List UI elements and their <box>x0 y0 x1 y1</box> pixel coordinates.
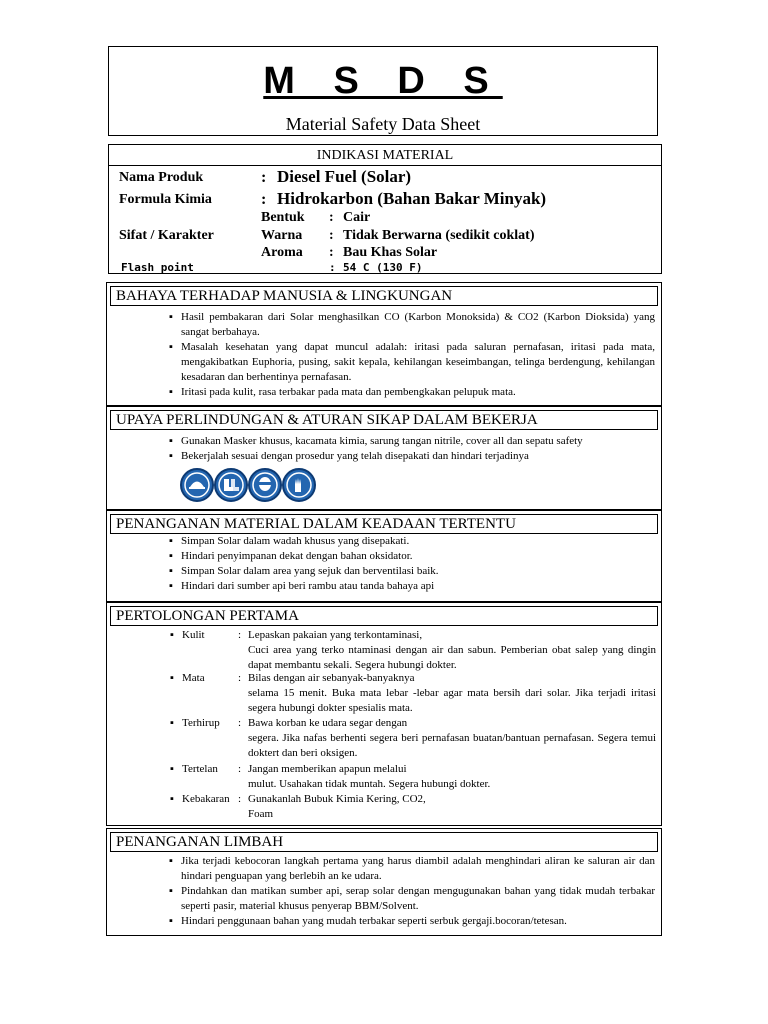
indikasi-material-section <box>108 144 662 274</box>
limbah-section <box>106 828 662 936</box>
first-aid-text <box>248 716 656 761</box>
nama-produk-colon: : <box>261 169 267 186</box>
nama-produk-value: Diesel Fuel (Solar) <box>277 167 412 186</box>
first-aid-key: ▪ Tertelan <box>170 762 218 777</box>
first-aid-text <box>248 762 656 792</box>
flash-point-colon: : <box>329 261 336 274</box>
first-aid-rest: Foam <box>248 808 274 820</box>
first-aid-first-line: Bawa korban ke udara segar dengan <box>248 717 408 729</box>
sifat-karakter-label: Sifat / Karakter <box>119 228 214 243</box>
upaya-list <box>169 434 655 464</box>
first-aid-row-terhirup <box>170 716 656 761</box>
first-aid-colon: : <box>238 793 242 805</box>
first-aid-first-line: Bilas dengan air sebanyak-banyaknya <box>248 672 415 684</box>
bahaya-list <box>169 310 655 400</box>
bahaya-section <box>106 282 662 406</box>
penanganan-heading: PENANGANAN MATERIAL DALAM KEADAAN TERTENTU <box>110 514 658 534</box>
first-aid-colon: : <box>238 763 242 775</box>
first-aid-rest: Cuci area yang terko ntaminasi dengan air dan sabun. Pemberian obat salep yang dingin dapat membantu sekali. Segera hubungi dokter. <box>248 644 656 671</box>
aroma-colon: : <box>329 245 334 260</box>
document-subtitle: Material Safety Data Sheet <box>285 114 481 134</box>
document-title: M S D S <box>263 60 503 102</box>
list-item: ▪ Hasil pembakaran dari Solar menghasilkan CO (Karbon Monoksida) & CO2 (Karbon Dioksida) yang sangat berbahaya. <box>169 310 655 340</box>
aroma-value: Bau Khas Solar <box>343 245 438 260</box>
first-aid-first-line: Lepaskan pakaian yang terkontaminasi, <box>248 629 423 641</box>
list-item: ▪ Hindari dari sumber api beri rambu atau tanda bahaya api <box>169 579 655 594</box>
first-aid-colon: : <box>238 672 242 684</box>
first-aid-row-kulit <box>170 628 656 673</box>
penanganan-section <box>106 510 662 602</box>
first-aid-rest: segera. Jika nafas berhenti segera beri pernafasan buatan/bantuan pernafasan. Segera temui doktert dan beri oksigen. <box>248 732 656 759</box>
safety-boots-icon <box>214 468 248 502</box>
first-aid-first-line: Jangan memberikan apapun melalui <box>248 763 407 775</box>
formula-kimia-colon: : <box>261 191 267 208</box>
warna-value: Tidak Berwarna (sedikit coklat) <box>343 228 535 243</box>
flash-point-label: Flash point <box>121 261 194 274</box>
list-item: ▪ Iritasi pada kulit, rasa terbakar pada mata dan pembengkakan pelupuk mata. <box>169 385 655 400</box>
first-aid-text <box>248 628 656 673</box>
flash-point-value: 54 C (130 F) <box>343 261 423 274</box>
first-aid-text <box>248 671 656 716</box>
bentuk-value: Cair <box>343 210 371 225</box>
upaya-heading: UPAYA PERLINDUNGAN & ATURAN SIKAP DALAM BEKERJA <box>110 410 658 430</box>
indikasi-heading: INDIKASI MATERIAL <box>109 145 661 166</box>
first-aid-key: ▪ Kebakaran <box>170 792 230 807</box>
pertolongan-heading: PERTOLONGAN PERTAMA <box>110 606 658 626</box>
list-item: ▪ Masalah kesehatan yang dapat muncul adalah: iritasi pada saluran pernafasan, iritasi pada mata, mengakibatkan Euphoria, pusing, sakit kepala, kehilangan keseimbangan, telinga berdengung, kehilangan kesadaran dan berhentinya pernafasan. <box>169 340 655 385</box>
list-item: ▪ Bekerjalah sesuai dengan prosedur yang telah disepakati dan hindari terjadinya <box>169 449 655 464</box>
list-item: ▪ Hindari penyimpanan dekat dengan bahan oksidator. <box>169 549 655 564</box>
first-aid-first-line: Gunakanlah Bubuk Kimia Kering, CO2, <box>248 793 426 805</box>
list-item: ▪ Hindari penggunaan bahan yang mudah terbakar seperti serbuk gergaji.bocoran/tetesan. <box>169 914 655 929</box>
bahaya-heading: BAHAYA TERHADAP MANUSIA & LINGKUNGAN <box>110 286 658 306</box>
face-shield-icon <box>248 468 282 502</box>
limbah-heading: PENANGANAN LIMBAH <box>110 832 658 852</box>
hard-hat-icon <box>180 468 214 502</box>
first-aid-colon: : <box>238 717 242 729</box>
formula-kimia-value: Hidrokarbon (Bahan Bakar Minyak) <box>277 189 547 208</box>
warna-colon: : <box>329 228 334 243</box>
first-aid-key: ▪ Kulit <box>170 628 205 643</box>
list-item: ▪ Gunakan Masker khusus, kacamata kimia, sarung tangan nitrile, cover all dan sepatu safety <box>169 434 655 449</box>
nama-produk-label: Nama Produk <box>119 170 204 185</box>
limbah-list <box>169 854 655 929</box>
first-aid-row-mata <box>170 671 656 716</box>
first-aid-key: ▪ Terhirup <box>170 716 220 731</box>
first-aid-row-tertelan <box>170 762 656 792</box>
bentuk-colon: : <box>329 210 334 225</box>
first-aid-text <box>248 792 656 822</box>
title-box <box>108 46 658 136</box>
first-aid-rest: mulut. Usahakan tidak muntah. Segera hubungi dokter. <box>248 778 491 790</box>
list-item: ▪ Pindahkan dan matikan sumber api, serap solar dengan mengugunakan bahan yang tidak mudah terbakar seperti pasir, material khusus penyerap BBM/Solvent. <box>169 884 655 914</box>
bentuk-key: Bentuk <box>261 210 305 225</box>
penanganan-list <box>169 534 655 594</box>
list-item: ▪ Jika terjadi kebocoran langkah pertama yang harus diambil adalah menghindari aliran ke saluran air dan hindari penguapan yang berlebih an ke udara. <box>169 854 655 884</box>
warna-key: Warna <box>261 228 303 243</box>
list-item: ▪ Simpan Solar dalam area yang sejuk dan berventilasi baik. <box>169 564 655 579</box>
first-aid-row-kebakaran <box>170 792 656 822</box>
list-item: ▪ Simpan Solar dalam wadah khusus yang disepakati. <box>169 534 655 549</box>
aroma-key: Aroma <box>261 245 303 260</box>
first-aid-rest: selama 15 menit. Buka mata lebar -lebar agar mata bersih dari solar. Jika terjadi iritasi segera hubungi dokter spesialis mata. <box>248 687 656 714</box>
gloves-icon <box>282 468 316 502</box>
first-aid-key: ▪ Mata <box>170 671 205 686</box>
formula-kimia-label: Formula Kimia <box>119 192 212 207</box>
first-aid-colon: : <box>238 629 242 641</box>
